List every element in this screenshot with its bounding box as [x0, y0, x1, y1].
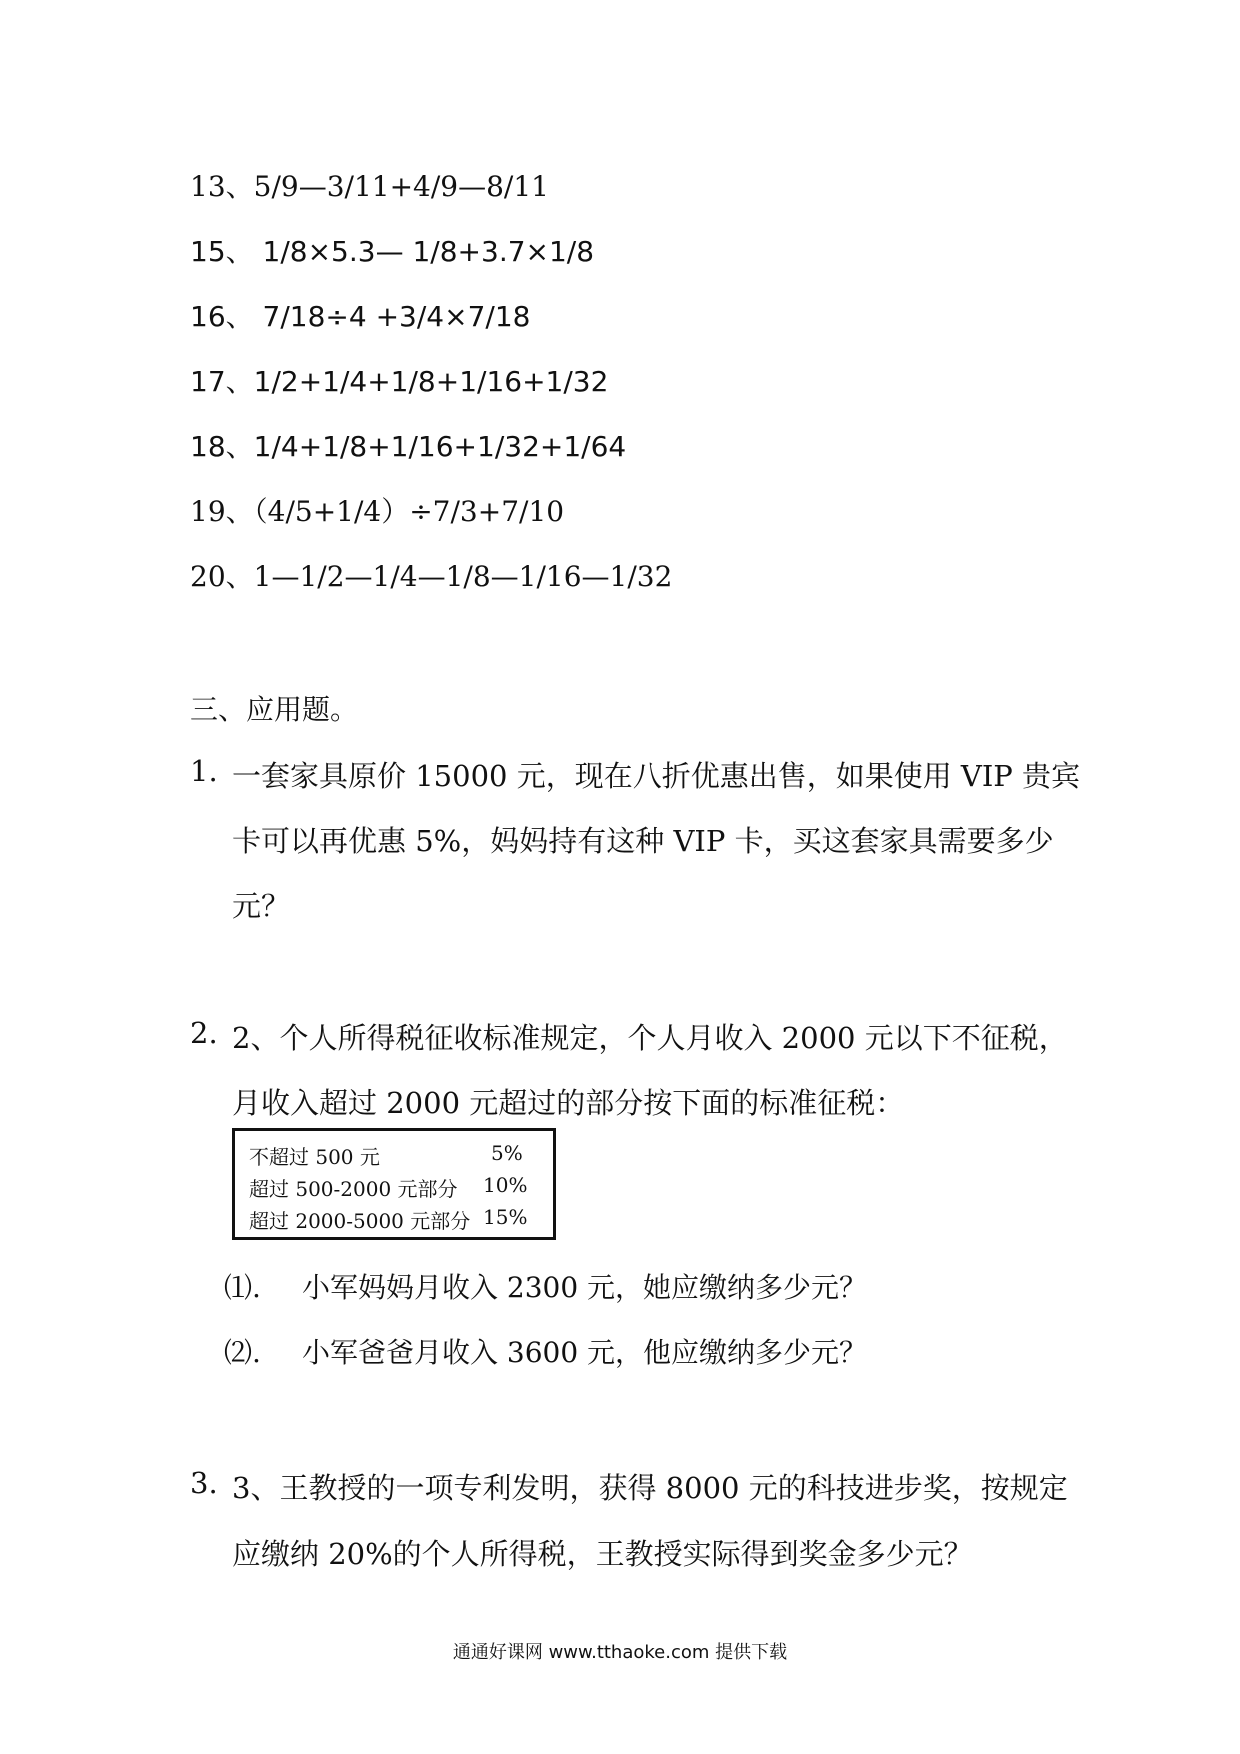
sub-question-2-text: 小军爸爸月收入 3600 元，他应缴纳多少元？ — [302, 1336, 868, 1369]
sub-question-2-number: ⑵. — [224, 1336, 261, 1369]
question-2-number: 2. — [190, 1016, 218, 1050]
question-3-number: 3. — [190, 1466, 218, 1500]
question-3-line-2: 应缴纳 20%的个人所得税，王教授实际得到奖金多少元？ — [232, 1537, 973, 1571]
question-2-line-2: 月收入超过 2000 元超过的部分按下面的标准征税： — [232, 1086, 905, 1120]
tax-rate-table — [232, 1128, 556, 1240]
tax-row-label: 超过 500-2000 元部分 — [249, 1177, 458, 1201]
tax-row-rate: 5% — [491, 1141, 523, 1165]
tax-row-label: 超过 2000-5000 元部分 — [249, 1209, 471, 1233]
footer-source: 通通好课网 www.tthaoke.com 提供下载 — [452, 1642, 788, 1663]
calc-item-20: 20、1—1/2—1/4—1/8—1/16—1/32 — [190, 560, 673, 593]
section-title: 三、应用题。 — [190, 693, 359, 726]
tax-row-label: 不超过 500 元 — [249, 1145, 380, 1169]
question-1-number: 1. — [190, 754, 218, 788]
calc-item-19: 19、（4/5+1/4）÷7/3+7/10 — [190, 495, 565, 528]
question-3-line-1: 3、王教授的一项专利发明，获得 8000 元的科技进步奖，按规定 — [232, 1471, 1068, 1505]
tax-row-rate: 10% — [483, 1173, 528, 1197]
question-1-line-1: 一套家具原价 15000 元，现在八折优惠出售，如果使用 VIP 贵宾 — [232, 759, 1081, 793]
sub-question-1-number: ⑴. — [224, 1271, 261, 1304]
calc-item-16: 16、 7/18÷4 +3/4×7/18 — [190, 300, 531, 333]
sub-question-1-text: 小军妈妈月收入 2300 元，她应缴纳多少元？ — [302, 1271, 868, 1304]
question-2-line-1: 2、个人所得税征收标准规定，个人月收入 2000 元以下不征税， — [232, 1021, 1068, 1055]
calc-item-15: 15、 1/8×5.3— 1/8+3.7×1/8 — [190, 235, 595, 268]
tax-row-rate: 15% — [483, 1205, 528, 1229]
calc-item-13: 13、5/9—3/11+4/9—8/11 — [190, 170, 549, 203]
question-1-line-3: 元？ — [232, 889, 291, 923]
calc-item-17: 17、1/2+1/4+1/8+1/16+1/32 — [190, 365, 609, 398]
calc-item-18: 18、1/4+1/8+1/16+1/32+1/64 — [190, 430, 627, 463]
question-1-line-2: 卡可以再优惠 5%，妈妈持有这种 VIP 卡，买这套家具需要多少 — [232, 824, 1054, 858]
